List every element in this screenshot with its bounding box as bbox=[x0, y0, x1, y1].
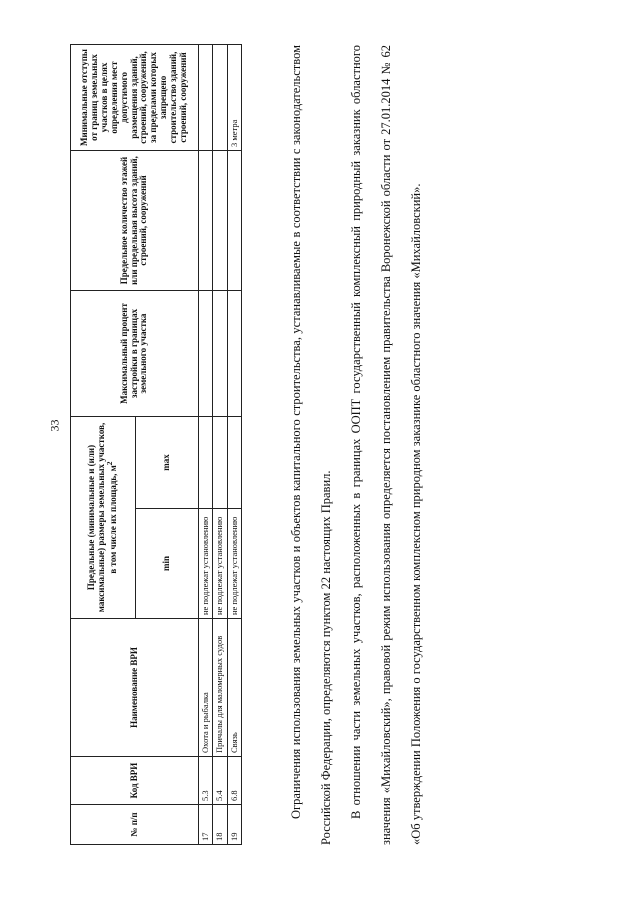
header-code: Код ВРИ bbox=[71, 757, 199, 805]
cell-code: 5.3 bbox=[199, 757, 213, 805]
header-size-text: Предельные (минимальные и (или) максимальные) размеры земельных участков, в том числе их площадь, м bbox=[85, 422, 119, 613]
header-max: max bbox=[136, 417, 199, 509]
cell-setback: 3 метра bbox=[227, 45, 241, 151]
paragraph-restrictions: Ограничения использования земельных участков и объектов капитального строительства, устанавливаемые в соответствии с законодательством Российской Федерации, определяются пунктом 22 настоящих Правил. bbox=[288, 45, 333, 845]
header-num: № п/п bbox=[71, 805, 199, 845]
cell-size-min: не подлежат установлению bbox=[199, 509, 213, 619]
cell-size-max bbox=[213, 417, 227, 509]
vri-table bbox=[70, 44, 242, 845]
cell-name: Охота и рыбалка bbox=[199, 619, 213, 757]
header-size bbox=[71, 417, 136, 619]
header-min: min bbox=[136, 509, 199, 619]
cell-floors bbox=[199, 151, 213, 291]
header-size-unit: 2 bbox=[105, 461, 115, 466]
cell-code: 5.4 bbox=[213, 757, 227, 805]
header-name: Наименование ВРИ bbox=[71, 619, 199, 757]
cell-setback bbox=[199, 45, 213, 151]
cell-floors bbox=[227, 151, 241, 291]
cell-setback bbox=[213, 45, 227, 151]
cell-code: 6.8 bbox=[227, 757, 241, 805]
table-row bbox=[213, 45, 227, 845]
cell-size-min: не подлежат установлению bbox=[227, 509, 241, 619]
paragraph-oopt: В отношении части земельных участков, расположенных в границах ООПТ государственный комплексный природный заказник областного значения «Михайловский», правовой режим использования определяется постановлением правительства Воронежской области от 27.01.2014 № 62 «Об утверждении Положения о государственном комплексном природном заказнике областного значения «Михайловский». bbox=[348, 45, 423, 845]
cell-num: 19 bbox=[227, 805, 241, 845]
header-floors: Предельное количество этажей или предельная высота зданий, строений, сооружений bbox=[71, 151, 199, 291]
page-number: 33 bbox=[47, 419, 62, 432]
header-percent: Максимальный процент застройки в границах земельного участка bbox=[71, 291, 199, 417]
cell-name: Связь bbox=[227, 619, 241, 757]
cell-floors bbox=[213, 151, 227, 291]
rotated-page-content bbox=[70, 45, 430, 845]
cell-size-max bbox=[227, 417, 241, 509]
table-row bbox=[227, 45, 241, 845]
cell-size-min: не подлежат установлению bbox=[213, 509, 227, 619]
cell-percent bbox=[199, 291, 213, 417]
cell-percent bbox=[227, 291, 241, 417]
cell-percent bbox=[213, 291, 227, 417]
cell-name: Причалы для маломерных судов bbox=[213, 619, 227, 757]
table-header-row bbox=[71, 45, 136, 845]
cell-num: 18 bbox=[213, 805, 227, 845]
cell-size-max bbox=[199, 417, 213, 509]
cell-num: 17 bbox=[199, 805, 213, 845]
header-setback: Минимальные отступы от границ земельных участков в целях определения мест допустимого размещения зданий, строений, сооружений, за пределами которых запрещено строительство зданий, строений, сооружений bbox=[71, 45, 199, 151]
table-row bbox=[199, 45, 213, 845]
